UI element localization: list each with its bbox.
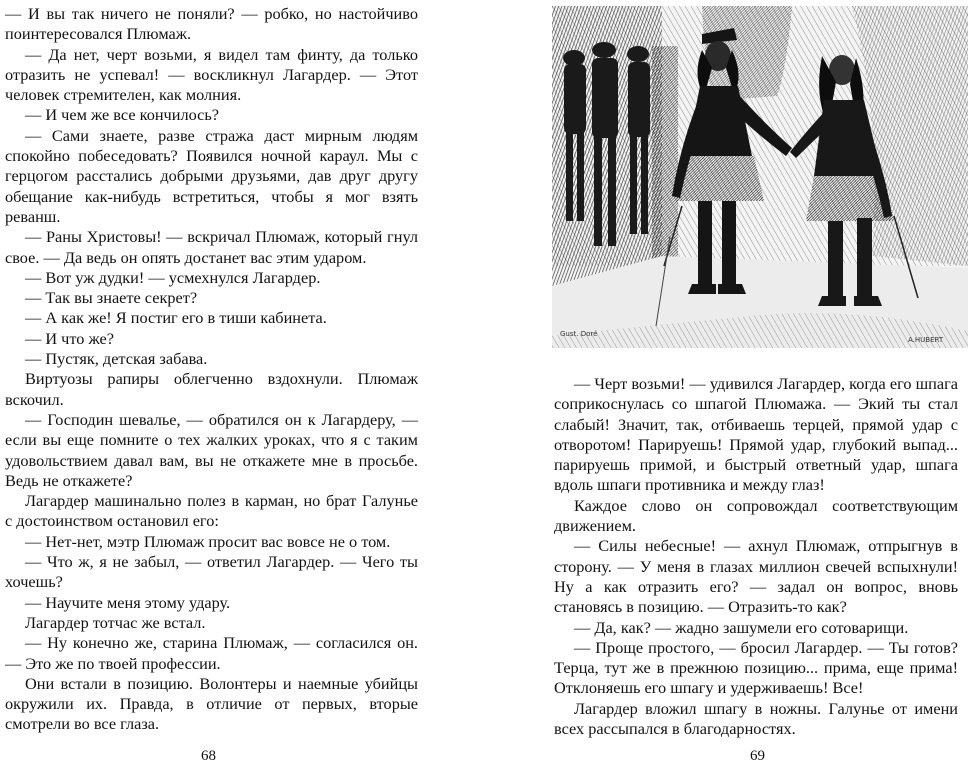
paragraph: — Так вы знаете секрет?: [25, 288, 198, 308]
paragraph: — Черт возьми! — удивился Лагардер, когда его шпага соприкоснулась со шпагой Плюмажа. — Экий ты стал слабый! Значит, так, отбиваешь терцей, прямой удар с отворотом! Парируешь! Прямой удар, глубокий выпад... парируешь примой, и быстрый ответный удар, шпага вдоль шпаги противника и между глаз!: [554, 374, 958, 495]
paragraph: — Господин шевалье, — обратился он к Лагардеру, — если вы еще помните о тех жалких уроках, что я с таким удовольствием давал вам, вы не откажете мне в просьбе. Ведь не откажете?: [5, 409, 418, 490]
paragraph: — Ну конечно же, старина Плюмаж, — согласился он. — Это же по твоей профессии.: [5, 633, 418, 673]
paragraph: — И чем же все кончилось?: [25, 105, 219, 125]
engraver-signature-left: Gust. Doré: [560, 330, 598, 338]
right-page: [488, 0, 976, 768]
paragraph: — И вы так ничего не поняли? — робко, но настойчиво поинтересовался Плюмаж.: [5, 4, 418, 44]
paragraph: — Проще простого, — бросил Лагардер. — Ты готов? Терца, тут же в прежнюю позицию... прима, еще прима! Отклоняешь его шпагу и удерживаешь! Все!: [554, 637, 958, 698]
paragraph: — Научите меня этому удару.: [25, 592, 231, 612]
page-number: 68: [201, 748, 216, 764]
engraving-illustration: [552, 6, 968, 348]
left-text-column: [5, 4, 418, 735]
paragraph: Лагардер вложил шпагу в ножны. Галунье от имени всех рассыпался в благодарностях.: [554, 698, 958, 739]
paragraph: — Пустяк, детская забава.: [25, 349, 208, 369]
paragraph: — Нет-нет, мэтр Плюмаж просит вас вовсе не о том.: [25, 531, 391, 551]
paragraph: — Вот уж дудки! — усмехнулся Лагардер.: [25, 267, 321, 287]
paragraph: — Да нет, черт возьми, я видел там финту, да только отразить не успевал! — воскликнул Лагардер. — Этот человек стремителен, как молния.: [5, 44, 418, 105]
paragraph: Лагардер машинально полез в карман, но брат Галунье с достоинством остановил его:: [5, 491, 418, 531]
paragraph: — Силы небесные! — ахнул Плюмаж, отпрыгнув в сторону. — У меня в глазах миллион свечей вспыхнули! Ну а как отразить его? — задал он вопрос, вновь становясь в позицию. — Отразить-то как?: [554, 536, 958, 617]
right-text-column: [554, 374, 958, 739]
paragraph: Виртуозы рапиры облегченно вздохнули. Плюмаж вскочил.: [5, 369, 418, 409]
paragraph: Каждое слово он сопровождал соответствующим движением.: [554, 495, 958, 536]
paragraph: Они встали в позицию. Волонтеры и наемные убийцы окружили их. Правда, в отличие от первых, вторые смотрели во все глаза.: [5, 673, 418, 734]
paragraph: — Раны Христовы! — вскричал Плюмаж, который гнул свое. — Да ведь он опять достанет вас этим ударом.: [5, 227, 418, 267]
paragraph: — Что ж, я не забыл, — ответил Лагардер. — Чего ты хочешь?: [5, 552, 418, 592]
engraver-signature-right: A.HUBERT: [908, 336, 944, 344]
paragraph: — А как же! Я постиг его в тиши кабинета.: [25, 308, 327, 328]
paragraph: — И что же?: [25, 328, 114, 348]
paragraph: — Да, как? — жадно зашумели его сотоварищи.: [574, 617, 909, 637]
paragraph: Лагардер тотчас же встал.: [25, 612, 206, 632]
page-number: 69: [750, 748, 765, 764]
engraving-svg: [552, 6, 968, 348]
paragraph: — Сами знаете, разве стража даст мирным людям спокойно побеседовать? Появился ночной караул. Мы с герцогом расстались добрыми друзьями, дав друг другу обещание как-нибудь встретиться, чтобы я мог взять реванш.: [5, 125, 418, 226]
